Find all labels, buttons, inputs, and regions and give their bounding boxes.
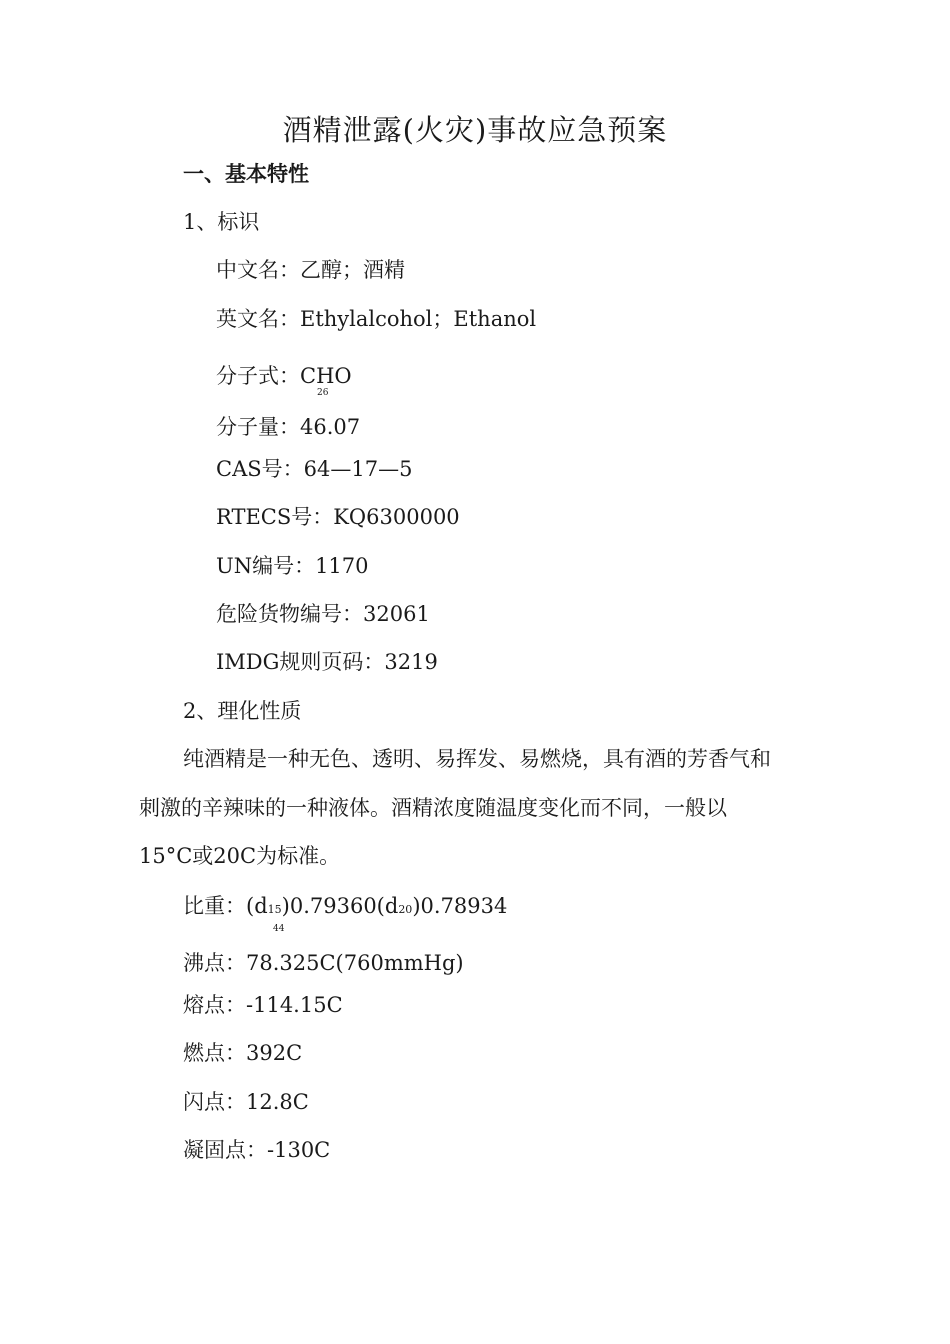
molecular-formula bbox=[216, 366, 352, 387]
freezing-point: 凝固点：-130C bbox=[183, 1138, 331, 1162]
formula-label: 分子式： bbox=[216, 364, 300, 388]
sg-below-subscript: 44 bbox=[273, 924, 285, 934]
flash-point: 闪点：12.8C bbox=[183, 1090, 309, 1114]
sg-middle: )0.79360(d bbox=[281, 894, 399, 918]
paragraph-line-1: 纯酒精是一种无色、透明、易挥发、易燃烧，具有酒的芳香气和 bbox=[183, 747, 771, 771]
molecular-weight: 分子量：46.07 bbox=[216, 415, 361, 439]
english-name: 英文名：Ethylalcohol；Ethanol bbox=[216, 307, 537, 331]
dangerous-goods-number: 危险货物编号：32061 bbox=[216, 602, 430, 626]
ignition-point: 燃点：392C bbox=[183, 1041, 303, 1065]
imdg-page: IMDG规则页码：3219 bbox=[216, 650, 438, 674]
cas-number: CAS号：64—17—5 bbox=[216, 457, 413, 481]
section-heading-basic-properties: 一、基本特性 bbox=[183, 161, 309, 186]
sg-subscript-15: 15 bbox=[267, 903, 282, 916]
paragraph-line-2: 刺激的辛辣味的一种液体。酒精浓度随温度变化而不同，一般以 bbox=[139, 796, 727, 820]
un-number: UN编号：1170 bbox=[216, 554, 369, 578]
chinese-name: 中文名：乙醇；酒精 bbox=[216, 258, 405, 282]
specific-gravity bbox=[183, 896, 507, 917]
subheading-identification: 1、标识 bbox=[183, 210, 260, 234]
sg-subscript-20: 20 bbox=[398, 903, 413, 916]
formula-value: CHO bbox=[300, 364, 352, 388]
formula-subscript: 26 bbox=[317, 388, 329, 398]
subheading-physchem-properties: 2、理化性质 bbox=[183, 699, 302, 723]
paragraph-line-3: 15°C或20C为标准。 bbox=[139, 844, 341, 868]
document-title: 酒精泄露(火灾)事故应急预案 bbox=[282, 113, 668, 147]
sg-end: )0.78934 bbox=[412, 894, 508, 918]
rtecs-number: RTECS号：KQ6300000 bbox=[216, 505, 460, 529]
melting-point: 熔点：-114.15C bbox=[183, 993, 343, 1017]
sg-label: 比重：(d bbox=[183, 894, 268, 918]
boiling-point: 沸点：78.325C(760mmHg) bbox=[183, 951, 464, 975]
